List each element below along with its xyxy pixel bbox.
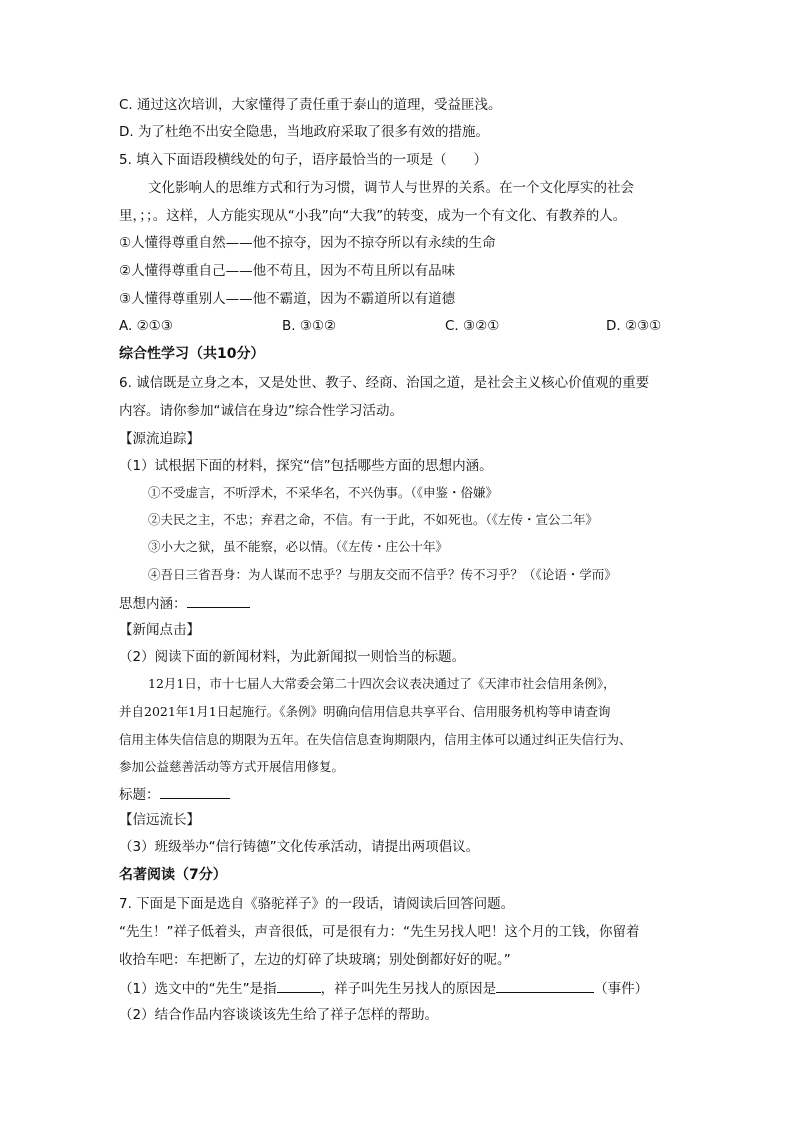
q5-item-2: ②人懂得尊重自己——他不苟且，因为不苟且所以有品味	[119, 263, 456, 279]
q6-answer1-label: 思想内涵：	[119, 596, 187, 612]
q5-item-1: ①人懂得尊重自然——他不掠夺，因为不掠夺所以有永续的生命	[119, 235, 496, 251]
q5-choice-a: A. ②①③	[119, 318, 173, 334]
section-heading-classics: 名著阅读（7分）	[119, 867, 227, 883]
q6-quote-2: ②夫民之主，不忠；弃君之命，不信。有一于此，不如死也。（《左传・宣公二年》	[148, 512, 599, 527]
q7-sub1-part-a: （1）选文中的“先生”是指	[119, 981, 277, 997]
q7-sub1-blank-1[interactable]	[277, 978, 321, 993]
q6-news-line1: 12月1日，市十七届人大常委会第二十四次会议表决通过了《天津市社会信用条例》，	[148, 676, 616, 691]
q6-news-line2: 并自2021年1月1日起施行。《条例》明确向信用信息共享平台、信用服务机构等申请查询	[119, 704, 611, 719]
q5-passage-line2: 里，；；。这样，人方能实现从“小我”向“大我”的转变，成为一个有文化、有教养的人。	[119, 208, 627, 224]
q6-quote-4: ④吾日三省吾身：为人谋而不忠乎？与朋友交而不信乎？传不习乎？（《论语・学而》	[148, 567, 617, 582]
q7-excerpt-line1: “先生！”祥子低着头，声音很低，可是很有力：“先生另找人吧！这个月的工钱，你留着	[119, 924, 640, 940]
q6-stem-line2: 内容。请你参加“诚信在身边”综合性学习活动。	[119, 403, 403, 419]
q6-sub1-question: （1）试根据下面的材料，探究“信”包括哪些方面的思想内涵。	[119, 458, 493, 474]
q5-item-3: ③人懂得尊重别人——他不霸道，因为不霸道所以有道德	[119, 291, 456, 307]
q4-option-c: C. 通过这次培训，大家懂得了责任重于泰山的道理，受益匪浅。	[119, 97, 502, 113]
q6-sub2-question: （2）阅读下面的新闻材料，为此新闻拟一则恰当的标题。	[119, 649, 466, 665]
q6-news-line4: 参加公益慈善活动等方式开展信用修复。	[119, 759, 345, 774]
q7-sub1-part-c: （事件）	[594, 981, 649, 997]
q6-news-line3: 信用主体失信信息的期限为五年。在失信信息查询期限内，信用主体可以通过纠正失信行为、	[119, 732, 632, 747]
q6-answer2-label: 标题：	[119, 787, 160, 803]
q7-sub1-part-b: ，祥子叫先生另找人的原因是	[320, 981, 497, 997]
q5-choice-c: C. ③②①	[445, 318, 500, 334]
q7-sub2: （2）结合作品内容谈谈该先生给了祥子怎样的帮助。	[119, 1007, 439, 1023]
q5-choice-b: B. ③①②	[282, 318, 337, 334]
q5-passage-line1: 文化影响人的思维方式和行为习惯，调节人与世界的关系。在一个文化厚实的社会	[148, 180, 634, 196]
q4-option-d: D. 为了杜绝不出安全隐患，当地政府采取了很多有效的措施。	[119, 124, 489, 140]
q6-answer1-blank[interactable]	[187, 593, 250, 608]
q6-sub3-header: 【信远流长】	[119, 812, 200, 828]
q7-sub1-line	[119, 978, 648, 998]
q7-excerpt-line2: 收拾车吧：车把断了，左边的灯碎了块玻璃；别处倒都好好的呢。”	[119, 952, 511, 968]
q6-sub3-question: （3）班级举办“信行铸德”文化传承活动，请提出两项倡议。	[119, 839, 480, 855]
q6-answer1-line	[119, 593, 250, 613]
q6-sub2-header: 【新闻点击】	[119, 622, 200, 638]
q7-stem: 7. 下面是下面是选自《骆驼祥子》的一段话，请阅读后回答问题。	[119, 896, 515, 912]
q6-sub1-header: 【源流追踪】	[119, 431, 200, 447]
q7-sub1-blank-2[interactable]	[496, 978, 594, 993]
q6-stem-line1: 6. 诚信既是立身之本，又是处世、教子、经商、治国之道，是社会主义核心价值观的重要	[119, 375, 650, 391]
q6-answer2-blank[interactable]	[160, 784, 230, 799]
q6-quote-1: ①不受虚言，不听浮术，不采华名，不兴伪事。（《申鉴・俗嫌》	[148, 485, 499, 500]
q5-stem: 5. 填入下面语段横线处的句子，语序最恰当的一项是（ ）	[119, 152, 488, 168]
q5-choice-d: D. ②③①	[606, 318, 662, 334]
section-heading-integrated: 综合性学习（共10分）	[119, 346, 265, 362]
q6-answer2-line	[119, 784, 230, 804]
q6-quote-3: ③小大之狱，虽不能察，必以情。（《左传・庄公十年》	[148, 539, 449, 554]
